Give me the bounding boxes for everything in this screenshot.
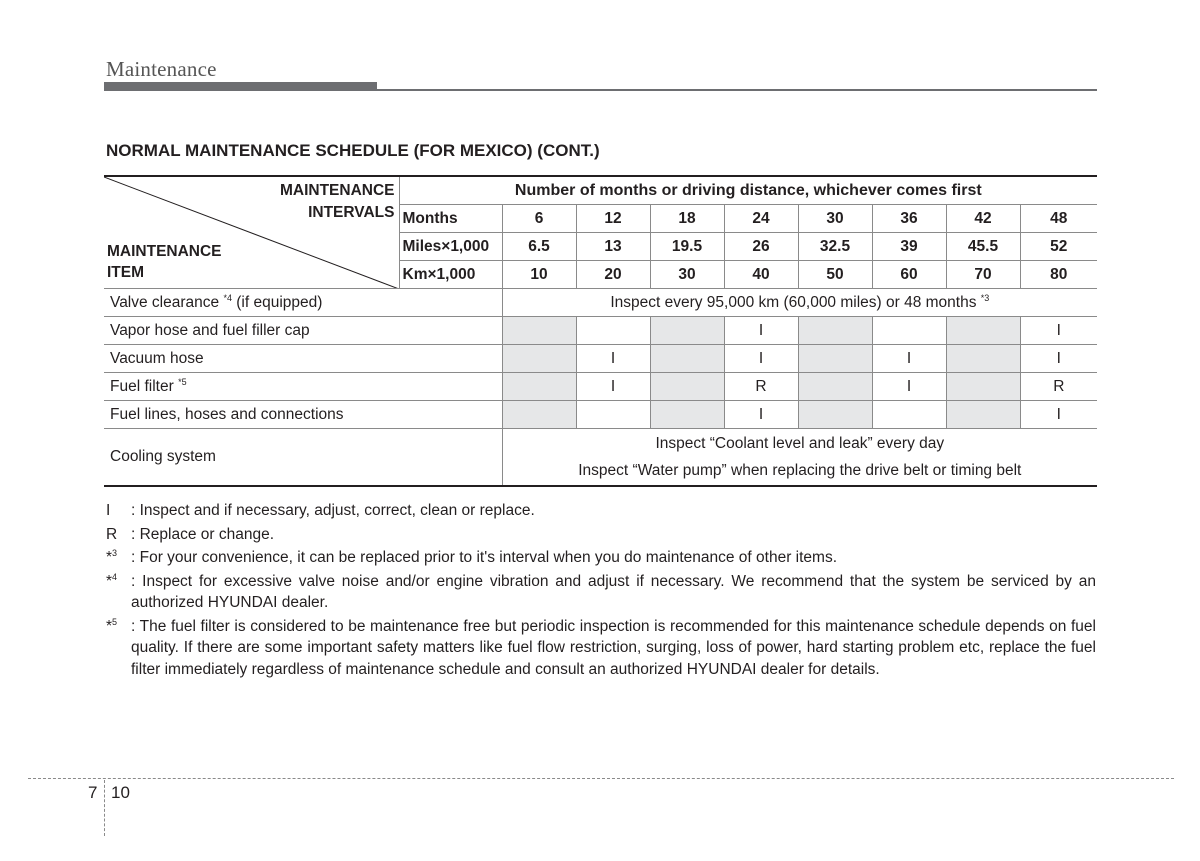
interval-value: 30 <box>798 205 872 233</box>
schedule-cell <box>946 373 1020 401</box>
schedule-cell <box>798 317 872 345</box>
schedule-cell <box>798 373 872 401</box>
interval-value: 6 <box>502 205 576 233</box>
legend-notes <box>106 500 1096 682</box>
table-row <box>104 345 1097 373</box>
schedule-cell: I <box>1020 401 1097 429</box>
interval-value: 48 <box>1020 205 1097 233</box>
interval-value: 50 <box>798 261 872 289</box>
schedule-cell: I <box>1020 317 1097 345</box>
interval-value: 19.5 <box>650 233 724 261</box>
schedule-cell <box>872 401 946 429</box>
schedule-cell <box>502 373 576 401</box>
cooling-line-2: Inspect “Water pump” when replacing the drive belt or timing belt <box>578 462 1022 479</box>
item-name: Cooling system <box>104 429 502 487</box>
schedule-cell: I <box>1020 345 1097 373</box>
list-item <box>106 571 1096 614</box>
schedule-cell <box>650 345 724 373</box>
cooling-line-1: Inspect “Coolant level and leak” every day <box>655 435 945 452</box>
unit-label: Km×1,000 <box>399 261 502 289</box>
interval-value: 20 <box>576 261 650 289</box>
list-item <box>106 524 1096 546</box>
schedule-cell <box>502 317 576 345</box>
interval-value: 42 <box>946 205 1020 233</box>
valve-inspection-note: Inspect every 95,000 km (60,000 miles) or 48 months $^{*3}$ <box>502 289 1097 317</box>
table-corner-cell <box>104 176 399 289</box>
note-text: : The fuel filter is considered to be maintenance free but periodic inspection is recommended for this maintenance schedule depends on fuel quality. If there are some important safety matters like fuel flow restriction, surging, loss of power, hard starting problem etc, replace the fuel filter immediately regardless of maintenance schedule and consult an authorized HYUNDAI dealer for details. <box>131 617 1096 678</box>
interval-value: 70 <box>946 261 1020 289</box>
interval-value: 32.5 <box>798 233 872 261</box>
schedule-cell <box>650 373 724 401</box>
note-key: *$^3$ <box>106 548 118 566</box>
interval-value: 40 <box>724 261 798 289</box>
note-text: : Replace or change. <box>131 525 275 543</box>
note-text: : Inspect for excessive valve noise and/or engine vibration and adjust if necessary. We recommend that the system be serviced by an authorized HYUNDAI dealer. <box>131 572 1096 611</box>
interval-value: 39 <box>872 233 946 261</box>
footer-divider <box>28 778 1174 779</box>
table-row <box>104 373 1097 401</box>
item-name: Vapor hose and fuel filler cap <box>104 317 502 345</box>
cooling-inspection-note <box>502 429 1097 487</box>
note-key: *$^4$ <box>106 571 118 590</box>
schedule-cell: I <box>724 401 798 429</box>
interval-value: 18 <box>650 205 724 233</box>
item-name: Fuel filter $^{*5}$ <box>104 373 502 401</box>
schedule-cell: I <box>724 345 798 373</box>
schedule-cell <box>650 401 724 429</box>
schedule-cell <box>576 317 650 345</box>
schedule-cell: I <box>576 345 650 373</box>
note-key: R <box>106 525 118 543</box>
list-item <box>106 547 1096 569</box>
header-rule-thin <box>104 89 1097 91</box>
schedule-cell: R <box>724 373 798 401</box>
page-number: 10 <box>111 783 130 802</box>
interval-value: 26 <box>724 233 798 261</box>
section-title: NORMAL MAINTENANCE SCHEDULE (FOR MEXICO) (CONT.) <box>106 141 600 160</box>
list-item <box>106 616 1096 681</box>
interval-value: 12 <box>576 205 650 233</box>
schedule-cell <box>946 401 1020 429</box>
interval-value: 60 <box>872 261 946 289</box>
table-row <box>104 429 1097 487</box>
schedule-cell <box>798 401 872 429</box>
item-name: Vacuum hose <box>104 345 502 373</box>
interval-value: 24 <box>724 205 798 233</box>
corner-intervals-label: MAINTENANCE INTERVALS <box>279 182 395 221</box>
interval-header: Number of months or driving distance, whichever comes first <box>399 176 1097 205</box>
note-text: : Inspect and if necessary, adjust, correct, clean or replace. <box>131 502 535 519</box>
corner-item-label: MAINTENANCE ITEM <box>107 243 222 281</box>
interval-value: 52 <box>1020 233 1097 261</box>
interval-value: 30 <box>650 261 724 289</box>
schedule-cell <box>946 317 1020 345</box>
unit-label: Months <box>399 205 502 233</box>
unit-label: Miles×1,000 <box>399 233 502 261</box>
interval-value: 13 <box>576 233 650 261</box>
footer-page-divider <box>104 780 105 836</box>
schedule-cell: R <box>1020 373 1097 401</box>
table-header-row <box>104 176 1097 205</box>
schedule-cell <box>650 317 724 345</box>
schedule-cell: I <box>724 317 798 345</box>
schedule-cell <box>872 317 946 345</box>
interval-value: 36 <box>872 205 946 233</box>
table-row <box>104 317 1097 345</box>
list-item <box>106 500 1096 522</box>
note-key: I <box>106 502 111 519</box>
item-name: Valve clearance $^{*4}$ (if equipped) <box>104 289 502 317</box>
maintenance-schedule-table <box>104 175 1097 487</box>
schedule-cell <box>502 401 576 429</box>
interval-value: 80 <box>1020 261 1097 289</box>
interval-value: 6.5 <box>502 233 576 261</box>
chapter-number: 7 <box>88 783 98 802</box>
header-title: Maintenance <box>106 57 217 81</box>
table-row <box>104 289 1097 317</box>
schedule-cell: I <box>576 373 650 401</box>
interval-value: 45.5 <box>946 233 1020 261</box>
schedule-cell <box>576 401 650 429</box>
schedule-cell <box>946 345 1020 373</box>
interval-value: 10 <box>502 261 576 289</box>
schedule-cell: I <box>872 373 946 401</box>
note-key: *$^5$ <box>106 616 118 635</box>
schedule-cell: I <box>872 345 946 373</box>
note-text: : For your convenience, it can be replaced prior to it's interval when you do maintenance of other items. <box>131 549 837 566</box>
table-row <box>104 401 1097 429</box>
schedule-cell <box>798 345 872 373</box>
schedule-cell <box>502 345 576 373</box>
item-name: Fuel lines, hoses and connections <box>104 401 502 429</box>
